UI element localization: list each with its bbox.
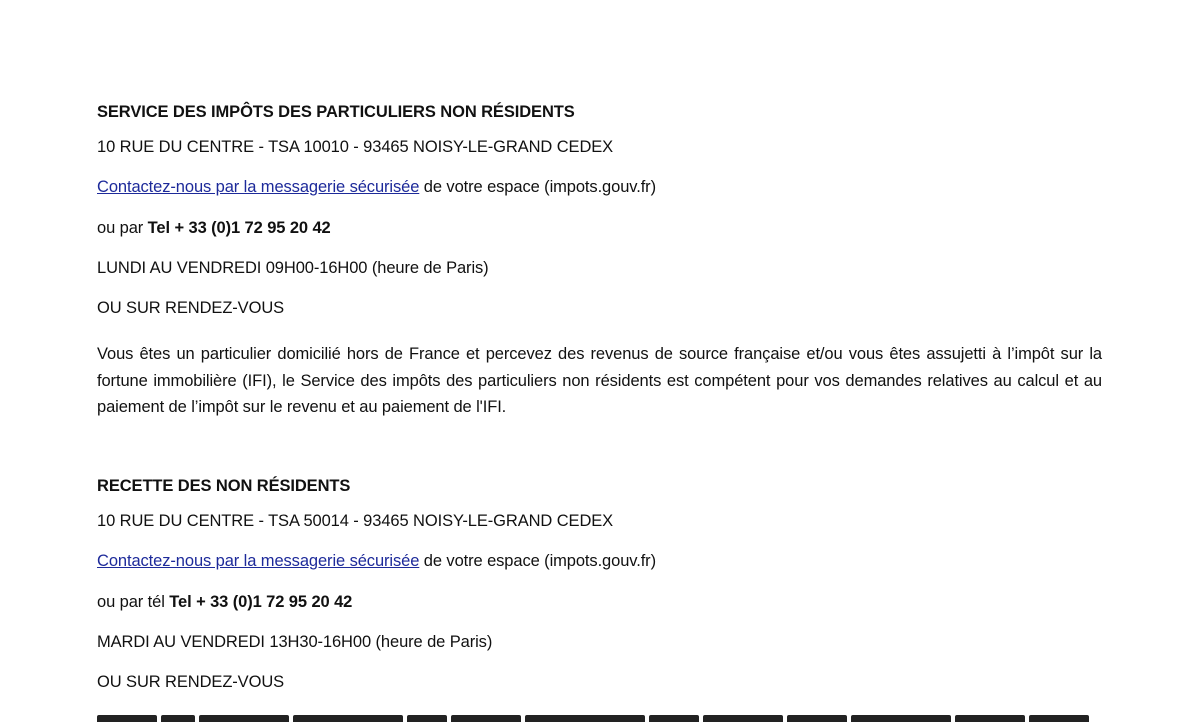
section1-contact-rest: de votre espace (impots.gouv.fr) bbox=[419, 178, 656, 196]
section2-heading: RECETTE DES NON RÉSIDENTS bbox=[97, 477, 351, 495]
section1-description: Vous êtes un particulier domicilié hors de France et percevez des revenus de source française et/ou vous êtes assujetti à l’impôt sur la fortune immobilière (IFI), le Service des impôts des particuliers non résidents est compétent pour vos demandes relatives au calcul et au paiement de l’impôt sur le revenu et au paiement de l'IFI. bbox=[97, 345, 1102, 416]
section2-contact-rest: de votre espace (impots.gouv.fr) bbox=[419, 552, 656, 570]
section1-secure-messaging-link[interactable]: Contactez-nous par la messagerie sécurisée bbox=[97, 178, 420, 196]
section1-contact-line bbox=[97, 176, 656, 198]
section2-address: 10 RUE DU CENTRE - TSA 50014 - 93465 NOISY-LE-GRAND CEDEX bbox=[97, 512, 614, 530]
section1-address: 10 RUE DU CENTRE - TSA 10010 - 93465 NOISY-LE-GRAND CEDEX bbox=[97, 138, 614, 156]
section1-phone-number: Tel + 33 (0)1 72 95 20 42 bbox=[147, 219, 331, 237]
section2-phone-line bbox=[97, 591, 352, 613]
section1-heading: SERVICE DES IMPÔTS DES PARTICULIERS NON RÉSIDENTS bbox=[97, 103, 575, 121]
section1-appointment: OU SUR RENDEZ-VOUS bbox=[97, 299, 285, 317]
section2-secure-messaging-link[interactable]: Contactez-nous par la messagerie sécurisée bbox=[97, 552, 420, 570]
truncated-text-line bbox=[97, 712, 1102, 722]
section1-phone-line bbox=[97, 217, 331, 239]
section2-hours: MARDI AU VENDREDI 13H30-16H00 (heure de Paris) bbox=[97, 633, 493, 651]
section2-phone-number: Tel + 33 (0)1 72 95 20 42 bbox=[169, 593, 353, 611]
section2-phone-prefix: ou par tél bbox=[97, 593, 170, 611]
section1-hours: LUNDI AU VENDREDI 09H00-16H00 (heure de Paris) bbox=[97, 259, 489, 277]
section2-contact-line bbox=[97, 550, 656, 572]
section2-appointment: OU SUR RENDEZ-VOUS bbox=[97, 673, 285, 691]
section1-phone-prefix: ou par bbox=[97, 219, 148, 237]
